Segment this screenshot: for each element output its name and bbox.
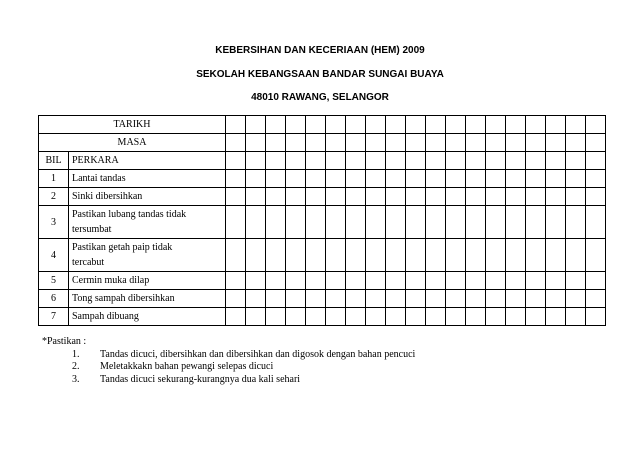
entry-cell[interactable] <box>426 206 446 239</box>
entry-cell[interactable] <box>586 134 606 152</box>
note-number: 2. <box>72 361 80 372</box>
entry-cell[interactable] <box>346 206 366 239</box>
entry-cell[interactable] <box>506 188 526 206</box>
item-label: Sinki dibersihkan <box>69 188 226 206</box>
entry-cell[interactable] <box>386 152 406 170</box>
note-text: Tandas dicuci, dibersihkan dan dibersihkan dan digosok dengan bahan pencuci <box>100 348 416 360</box>
entry-cell[interactable] <box>506 290 526 308</box>
item-number: 2 <box>39 188 69 206</box>
entry-cell[interactable] <box>486 134 506 152</box>
entry-cell[interactable] <box>266 170 286 188</box>
entry-cell[interactable] <box>286 272 306 290</box>
entry-cell[interactable] <box>406 290 426 308</box>
checklist-table <box>38 115 606 326</box>
entry-cell[interactable] <box>386 206 406 239</box>
entry-cell[interactable] <box>566 206 586 239</box>
entry-cell[interactable] <box>366 188 386 206</box>
entry-cell[interactable] <box>446 290 466 308</box>
tarikh-row <box>39 116 606 134</box>
item-label-line2: tercabut <box>72 257 105 268</box>
table-row <box>39 290 606 308</box>
entry-cell[interactable] <box>226 152 246 170</box>
entry-cell[interactable] <box>326 290 346 308</box>
column-header-row <box>39 152 606 170</box>
entry-cell[interactable] <box>306 308 326 326</box>
entry-cell[interactable] <box>406 116 426 134</box>
entry-cell[interactable] <box>406 152 426 170</box>
entry-cell[interactable] <box>346 116 366 134</box>
entry-cell[interactable] <box>586 188 606 206</box>
entry-cell[interactable] <box>466 290 486 308</box>
entry-cell[interactable] <box>306 152 326 170</box>
entry-cell[interactable] <box>286 170 306 188</box>
entry-cell[interactable] <box>566 272 586 290</box>
entry-cell[interactable] <box>306 239 326 272</box>
entry-cell[interactable] <box>346 272 366 290</box>
entry-cell[interactable] <box>306 188 326 206</box>
entry-cell[interactable] <box>246 239 266 272</box>
item-number: 3 <box>39 206 69 239</box>
entry-cell[interactable] <box>286 134 306 152</box>
entry-cell[interactable] <box>566 134 586 152</box>
note-item <box>42 373 301 387</box>
entry-cell[interactable] <box>246 206 266 239</box>
table-row <box>39 170 606 188</box>
entry-cell[interactable] <box>486 206 506 239</box>
entry-cell[interactable] <box>326 239 346 272</box>
entry-cell[interactable] <box>466 116 486 134</box>
entry-cell[interactable] <box>446 239 466 272</box>
entry-cell[interactable] <box>546 152 566 170</box>
entry-cell[interactable] <box>586 152 606 170</box>
entry-cell[interactable] <box>286 308 306 326</box>
table-row <box>39 206 606 239</box>
entry-cell[interactable] <box>426 290 446 308</box>
entry-cell[interactable] <box>446 206 466 239</box>
entry-cell[interactable] <box>286 239 306 272</box>
entry-cell[interactable] <box>226 308 246 326</box>
entry-cell[interactable] <box>266 134 286 152</box>
entry-cell[interactable] <box>226 290 246 308</box>
entry-cell[interactable] <box>586 116 606 134</box>
entry-cell[interactable] <box>526 134 546 152</box>
entry-cell[interactable] <box>346 290 366 308</box>
entry-cell[interactable] <box>366 290 386 308</box>
entry-cell[interactable] <box>446 116 466 134</box>
entry-cell[interactable] <box>246 290 266 308</box>
entry-cell[interactable] <box>366 170 386 188</box>
entry-cell[interactable] <box>266 272 286 290</box>
entry-cell[interactable] <box>486 239 506 272</box>
entry-cell[interactable] <box>366 206 386 239</box>
entry-cell[interactable] <box>326 308 346 326</box>
table-row <box>39 308 606 326</box>
entry-cell[interactable] <box>226 188 246 206</box>
entry-cell[interactable] <box>486 170 506 188</box>
entry-cell[interactable] <box>246 116 266 134</box>
entry-cell[interactable] <box>266 290 286 308</box>
entry-cell[interactable] <box>586 272 606 290</box>
entry-cell[interactable] <box>366 152 386 170</box>
entry-cell[interactable] <box>546 188 566 206</box>
entry-cell[interactable] <box>366 272 386 290</box>
entry-cell[interactable] <box>286 188 306 206</box>
entry-cell[interactable] <box>426 188 446 206</box>
entry-cell[interactable] <box>546 116 566 134</box>
entry-cell[interactable] <box>326 206 346 239</box>
entry-cell[interactable] <box>546 134 566 152</box>
entry-cell[interactable] <box>566 116 586 134</box>
entry-cell[interactable] <box>466 170 486 188</box>
entry-cell[interactable] <box>366 134 386 152</box>
entry-cell[interactable] <box>406 272 426 290</box>
entry-cell[interactable] <box>266 308 286 326</box>
entry-cell[interactable] <box>366 239 386 272</box>
masa-label: MASA <box>39 134 226 152</box>
entry-cell[interactable] <box>246 188 266 206</box>
entry-cell[interactable] <box>446 170 466 188</box>
entry-cell[interactable] <box>526 290 546 308</box>
entry-cell[interactable] <box>286 116 306 134</box>
entry-cell[interactable] <box>406 170 426 188</box>
entry-cell[interactable] <box>226 239 246 272</box>
item-label: Tong sampah dibersihkan <box>69 290 226 308</box>
entry-cell[interactable] <box>506 239 526 272</box>
entry-cell[interactable] <box>406 308 426 326</box>
entry-cell[interactable] <box>406 206 426 239</box>
entry-cell[interactable] <box>486 290 506 308</box>
entry-cell[interactable] <box>346 308 366 326</box>
item-label-line1: Pastikan getah paip tidak <box>72 242 173 253</box>
entry-cell[interactable] <box>406 239 426 272</box>
document-title: KEBERSIHAN DAN KECERIAAN (HEM) 2009 <box>215 45 425 56</box>
entry-cell[interactable] <box>326 152 346 170</box>
entry-cell[interactable] <box>466 188 486 206</box>
entry-cell[interactable] <box>526 188 546 206</box>
entry-cell[interactable] <box>526 170 546 188</box>
perkara-header: PERKARA <box>69 152 226 170</box>
entry-cell[interactable] <box>526 116 546 134</box>
table-row <box>39 272 606 290</box>
entry-cell[interactable] <box>226 206 246 239</box>
entry-cell[interactable] <box>506 206 526 239</box>
entry-cell[interactable] <box>226 272 246 290</box>
entry-cell[interactable] <box>406 188 426 206</box>
entry-cell[interactable] <box>226 134 246 152</box>
entry-cell[interactable] <box>426 272 446 290</box>
entry-cell[interactable] <box>306 170 326 188</box>
entry-cell[interactable] <box>586 308 606 326</box>
entry-cell[interactable] <box>326 116 346 134</box>
school-name: SEKOLAH KEBANGSAAN BANDAR SUNGAI BUAYA <box>196 69 444 80</box>
entry-cell[interactable] <box>326 134 346 152</box>
entry-cell[interactable] <box>466 134 486 152</box>
note-number: 1. <box>72 348 80 360</box>
entry-cell[interactable] <box>266 152 286 170</box>
entry-cell[interactable] <box>246 308 266 326</box>
entry-cell[interactable] <box>466 152 486 170</box>
entry-cell[interactable] <box>226 170 246 188</box>
entry-cell[interactable] <box>526 239 546 272</box>
entry-cell[interactable] <box>386 290 406 308</box>
entry-cell[interactable] <box>506 308 526 326</box>
entry-cell[interactable] <box>466 239 486 272</box>
entry-cell[interactable] <box>266 188 286 206</box>
entry-cell[interactable] <box>586 206 606 239</box>
entry-cell[interactable] <box>586 290 606 308</box>
entry-cell[interactable] <box>426 239 446 272</box>
entry-cell[interactable] <box>506 116 526 134</box>
entry-cell[interactable] <box>266 206 286 239</box>
entry-cell[interactable] <box>566 170 586 188</box>
bil-header: BIL <box>39 152 69 170</box>
entry-cell[interactable] <box>226 116 246 134</box>
school-address: 48010 RAWANG, SELANGOR <box>251 92 389 103</box>
entry-cell[interactable] <box>486 272 506 290</box>
entry-cell[interactable] <box>286 290 306 308</box>
entry-cell[interactable] <box>246 272 266 290</box>
entry-cell[interactable] <box>506 134 526 152</box>
entry-cell[interactable] <box>546 239 566 272</box>
entry-cell[interactable] <box>266 116 286 134</box>
item-label-line2: tersumbat <box>72 224 112 235</box>
entry-cell[interactable] <box>546 206 566 239</box>
entry-cell[interactable] <box>386 188 406 206</box>
entry-cell[interactable] <box>546 308 566 326</box>
note-item <box>42 348 416 362</box>
entry-cell[interactable] <box>566 152 586 170</box>
note-item <box>42 361 274 374</box>
table-row <box>39 188 606 206</box>
entry-cell[interactable] <box>346 170 366 188</box>
entry-cell[interactable] <box>386 116 406 134</box>
notes-section <box>42 336 416 386</box>
entry-cell[interactable] <box>526 206 546 239</box>
note-text: Meletakkakn bahan pewangi selepas dicuci <box>100 361 274 372</box>
entry-cell[interactable] <box>586 170 606 188</box>
item-number: 5 <box>39 272 69 290</box>
entry-cell[interactable] <box>286 206 306 239</box>
entry-cell[interactable] <box>566 239 586 272</box>
item-label <box>69 206 226 239</box>
entry-cell[interactable] <box>466 272 486 290</box>
entry-cell[interactable] <box>286 152 306 170</box>
entry-cell[interactable] <box>246 152 266 170</box>
entry-cell[interactable] <box>426 116 446 134</box>
entry-cell[interactable] <box>466 206 486 239</box>
item-label: Sampah dibuang <box>69 308 226 326</box>
entry-cell[interactable] <box>306 134 326 152</box>
entry-cell[interactable] <box>386 134 406 152</box>
entry-cell[interactable] <box>246 134 266 152</box>
entry-cell[interactable] <box>446 272 466 290</box>
entry-cell[interactable] <box>306 290 326 308</box>
entry-cell[interactable] <box>426 134 446 152</box>
item-label-line1: Pastikan lubang tandas tidak <box>72 209 187 220</box>
entry-cell[interactable] <box>326 272 346 290</box>
masa-row <box>39 134 606 152</box>
item-number: 6 <box>39 290 69 308</box>
entry-cell[interactable] <box>566 290 586 308</box>
entry-cell[interactable] <box>526 152 546 170</box>
entry-cell[interactable] <box>526 272 546 290</box>
entry-cell[interactable] <box>366 116 386 134</box>
entry-cell[interactable] <box>386 272 406 290</box>
entry-cell[interactable] <box>446 308 466 326</box>
item-number: 7 <box>39 308 69 326</box>
notes-heading: *Pastikan : <box>42 336 87 347</box>
entry-cell[interactable] <box>346 152 366 170</box>
entry-cell[interactable] <box>346 239 366 272</box>
entry-cell[interactable] <box>486 188 506 206</box>
entry-cell[interactable] <box>426 308 446 326</box>
entry-cell[interactable] <box>566 188 586 206</box>
tarikh-label: TARIKH <box>39 116 226 134</box>
entry-cell[interactable] <box>386 170 406 188</box>
entry-cell[interactable] <box>546 272 566 290</box>
entry-cell[interactable] <box>326 188 346 206</box>
entry-cell[interactable] <box>326 170 346 188</box>
entry-cell[interactable] <box>466 308 486 326</box>
entry-cell[interactable] <box>426 152 446 170</box>
entry-cell[interactable] <box>486 308 506 326</box>
entry-cell[interactable] <box>506 170 526 188</box>
entry-cell[interactable] <box>306 272 326 290</box>
table-row <box>39 239 606 272</box>
entry-cell[interactable] <box>486 116 506 134</box>
item-number: 4 <box>39 239 69 272</box>
entry-cell[interactable] <box>386 308 406 326</box>
entry-cell[interactable] <box>346 188 366 206</box>
entry-cell[interactable] <box>446 188 466 206</box>
entry-cell[interactable] <box>506 152 526 170</box>
entry-cell[interactable] <box>406 134 426 152</box>
note-text: Tandas dicuci sekurang-kurangnya dua kali sehari <box>100 373 301 385</box>
entry-cell[interactable] <box>306 206 326 239</box>
entry-cell[interactable] <box>306 116 326 134</box>
entry-cell[interactable] <box>526 308 546 326</box>
entry-cell[interactable] <box>586 239 606 272</box>
entry-cell[interactable] <box>446 152 466 170</box>
entry-cell[interactable] <box>546 290 566 308</box>
entry-cell[interactable] <box>546 170 566 188</box>
entry-cell[interactable] <box>246 170 266 188</box>
entry-cell[interactable] <box>346 134 366 152</box>
entry-cell[interactable] <box>386 239 406 272</box>
entry-cell[interactable] <box>266 239 286 272</box>
item-label: Cermin muka dilap <box>69 272 226 290</box>
entry-cell[interactable] <box>366 308 386 326</box>
item-number: 1 <box>39 170 69 188</box>
note-number: 3. <box>72 373 80 385</box>
item-label <box>69 239 226 272</box>
entry-cell[interactable] <box>446 134 466 152</box>
item-label: Lantai tandas <box>69 170 226 188</box>
entry-cell[interactable] <box>506 272 526 290</box>
entry-cell[interactable] <box>566 308 586 326</box>
entry-cell[interactable] <box>426 170 446 188</box>
entry-cell[interactable] <box>486 152 506 170</box>
